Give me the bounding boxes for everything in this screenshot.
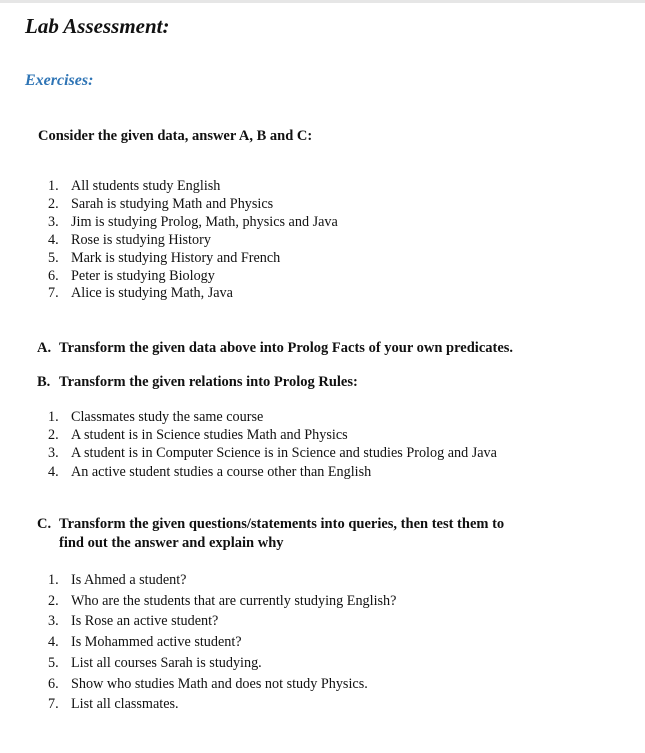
queries-list: [48, 570, 396, 715]
list-item-text: A student is in Computer Science is in Science and studies Prolog and Java: [71, 445, 497, 462]
list-item: [48, 214, 338, 232]
list-item: [48, 232, 338, 250]
list-item-text: List all classmates.: [71, 696, 179, 713]
list-item: [48, 178, 338, 196]
list-item: [48, 674, 396, 695]
list-item: [48, 570, 396, 591]
exercises-subtitle: Exercises:: [25, 72, 94, 89]
list-number: 7.: [48, 696, 59, 713]
section-c-text-line2: find out the answer and explain why: [59, 535, 284, 551]
facts-list: [48, 178, 338, 303]
list-number: 5.: [48, 654, 59, 671]
list-item-text: Is Rose an active student?: [71, 613, 219, 630]
list-item-text: Is Mohammed active student?: [71, 634, 242, 651]
list-item-text: All students study English: [71, 178, 221, 194]
list-number: 2.: [48, 195, 59, 212]
list-number: 5.: [48, 249, 59, 266]
section-letter: A.: [37, 340, 52, 356]
page-title: Lab Assessment:: [25, 14, 170, 38]
list-item-text: Peter is studying Biology: [71, 267, 215, 284]
list-number: 3.: [48, 445, 59, 462]
list-item: [48, 694, 396, 715]
rules-list: [48, 408, 497, 481]
list-number: 2.: [48, 592, 59, 609]
list-number: 3.: [48, 213, 59, 230]
list-item-text: Alice is studying Math, Java: [71, 285, 233, 302]
list-number: 1.: [48, 572, 59, 588]
section-c-text-line1: Transform the given questions/statements into queries, then test them to: [59, 516, 505, 532]
list-item-text: List all courses Sarah is studying.: [71, 654, 262, 671]
section-a-heading: [37, 340, 513, 357]
list-item-text: Mark is studying History and French: [71, 249, 281, 266]
section-b-text: Transform the given relations into Prolog Rules:: [59, 374, 358, 390]
list-item: [48, 591, 396, 612]
list-number: 7.: [48, 285, 59, 302]
list-number: 2.: [48, 427, 59, 444]
list-number: 4.: [48, 463, 59, 480]
list-item: [48, 653, 396, 674]
list-item-text: An active student studies a course other than English: [71, 463, 372, 480]
list-item-text: Classmates study the same course: [71, 409, 264, 425]
list-number: 6.: [48, 675, 59, 692]
list-item: [48, 632, 396, 653]
instruction-text: Consider the given data, answer A, B and C:: [38, 128, 313, 144]
list-number: 4.: [48, 231, 59, 248]
list-item: [48, 250, 338, 268]
list-number: 6.: [48, 267, 59, 284]
section-letter: C.: [37, 516, 52, 532]
list-item: [48, 463, 497, 481]
list-item: [48, 408, 497, 426]
section-c-heading: [37, 515, 577, 553]
list-number: 1.: [48, 409, 59, 425]
list-number: 1.: [48, 178, 59, 194]
section-letter: B.: [37, 374, 51, 390]
top-divider: [0, 0, 645, 3]
section-b-heading: [37, 374, 358, 391]
list-item-text: A student is in Science studies Math and Physics: [71, 427, 348, 444]
list-item-text: Is Ahmed a student?: [71, 572, 187, 588]
list-number: 3.: [48, 613, 59, 630]
list-item-text: Show who studies Math and does not study Physics.: [71, 675, 368, 692]
list-item: [48, 268, 338, 286]
list-item-text: Rose is studying History: [71, 231, 211, 248]
section-a-text: Transform the given data above into Prolog Facts of your own predicates.: [59, 340, 514, 356]
list-number: 4.: [48, 634, 59, 651]
list-item: [48, 426, 497, 444]
list-item-text: Jim is studying Prolog, Math, physics and Java: [71, 213, 338, 230]
list-item: [48, 444, 497, 462]
list-item-text: Who are the students that are currently studying English?: [71, 592, 397, 609]
list-item: [48, 611, 396, 632]
list-item-text: Sarah is studying Math and Physics: [71, 195, 274, 212]
list-item: [48, 196, 338, 214]
list-item: [48, 285, 338, 303]
